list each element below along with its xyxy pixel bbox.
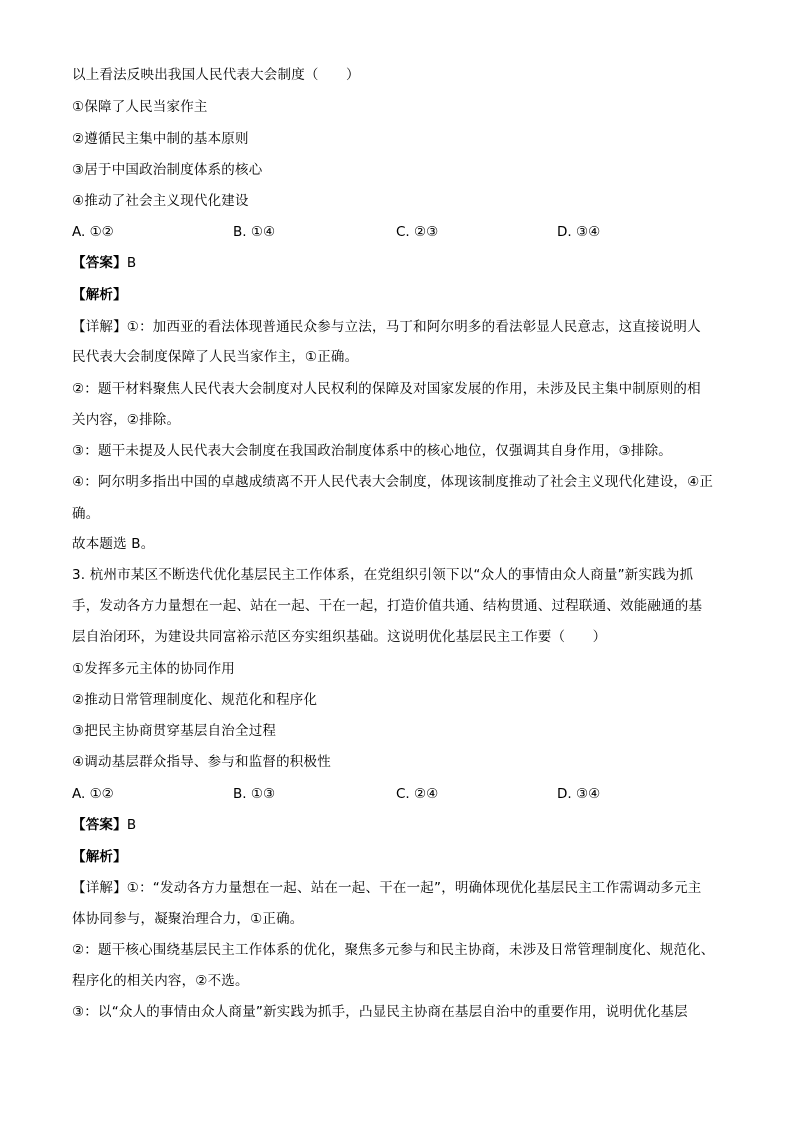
choice-item: ②遵循民主集中制的基本原则 bbox=[72, 131, 249, 147]
option-c: C. ②③ bbox=[396, 224, 439, 240]
choice-item: ①保障了人民当家作主 bbox=[72, 99, 208, 115]
question-stem: 手，发动各方力量想在一起、站在一起、干在一起，打造价值共通、结构贯通、过程联通、效能融通的基 bbox=[72, 598, 703, 614]
analysis-line: ④：阿尔明多指出中国的卓越成绩离不开人民代表大会制度，体现该制度推动了社会主义现代化建设，④正 bbox=[72, 474, 714, 490]
option-d: D. ③④ bbox=[557, 224, 601, 240]
analysis-line: 确。 bbox=[72, 506, 100, 522]
analysis-line: 故本题选 B。 bbox=[72, 536, 155, 552]
analysis-line: ③：以“众人的事情由众人商量”新实践为抓手，凸显民主协商在基层自治中的重要作用，说明优化基层 bbox=[72, 1004, 688, 1020]
answer-line bbox=[72, 816, 136, 834]
analysis-line: 民代表大会制度保障了人民当家作主，①正确。 bbox=[72, 349, 359, 365]
answer-value: B bbox=[126, 817, 137, 833]
analysis-line: 关内容，②排除。 bbox=[72, 412, 181, 428]
analysis-line: 【详解】①：加西亚的看法体现普通民众参与立法，马丁和阿尔明多的看法彰显人民意志，这直接说明人 bbox=[72, 319, 701, 335]
analysis-line: 【详解】①：“发动各方力量想在一起、站在一起、干在一起”，明确体现优化基层民主工作需调动多元主 bbox=[72, 880, 702, 896]
choice-item: ④推动了社会主义现代化建设 bbox=[72, 193, 249, 209]
choice-item: ②推动日常管理制度化、规范化和程序化 bbox=[72, 692, 318, 708]
analysis-line: ②：题干核心围绕基层民主工作体系的优化，聚焦多元参与和民主协商，未涉及日常管理制度化、规范化、 bbox=[72, 942, 715, 958]
question-stem: 以上看法反映出我国人民代表大会制度（ ） bbox=[72, 67, 360, 83]
option-a: A. ①② bbox=[72, 224, 114, 240]
analysis-tag: 【解析】 bbox=[72, 849, 127, 865]
choice-item: ④调动基层群众指导、参与和监督的积极性 bbox=[72, 754, 331, 770]
answer-tag: 【答案】 bbox=[72, 255, 127, 271]
analysis-line: ③：题干未提及人民代表大会制度在我国政治制度体系中的核心地位，仅强调其自身作用，③排除。 bbox=[72, 443, 673, 459]
question-stem: 3. 杭州市某区不断迭代优化基层民主工作体系，在党组织引领下以“众人的事情由众人商量”新实践为抓 bbox=[72, 567, 694, 583]
choice-item: ①发挥多元主体的协同作用 bbox=[72, 661, 236, 677]
option-d: D. ③④ bbox=[557, 786, 601, 802]
option-b: B. ①③ bbox=[233, 786, 276, 802]
option-a: A. ①② bbox=[72, 786, 114, 802]
choice-item: ③把民主协商贯穿基层自治全过程 bbox=[72, 723, 277, 739]
answer-tag: 【答案】 bbox=[72, 817, 127, 833]
analysis-line: ②：题干材料聚焦人民代表大会制度对人民权利的保障及对国家发展的作用，未涉及民主集中制原则的相 bbox=[72, 381, 701, 397]
analysis-line: 程序化的相关内容，②不选。 bbox=[72, 973, 249, 989]
analysis-line: 体协同参与，凝聚治理合力，①正确。 bbox=[72, 911, 304, 927]
answer-value: B bbox=[126, 255, 137, 271]
option-c: C. ②④ bbox=[396, 786, 439, 802]
choice-item: ③居于中国政治制度体系的核心 bbox=[72, 162, 263, 178]
question-stem: 层自治闭环，为建设共同富裕示范区夯实组织基础。这说明优化基层民主工作要（ ） bbox=[72, 629, 607, 645]
analysis-tag: 【解析】 bbox=[72, 287, 127, 303]
option-b: B. ①④ bbox=[233, 224, 276, 240]
answer-line bbox=[72, 254, 136, 272]
